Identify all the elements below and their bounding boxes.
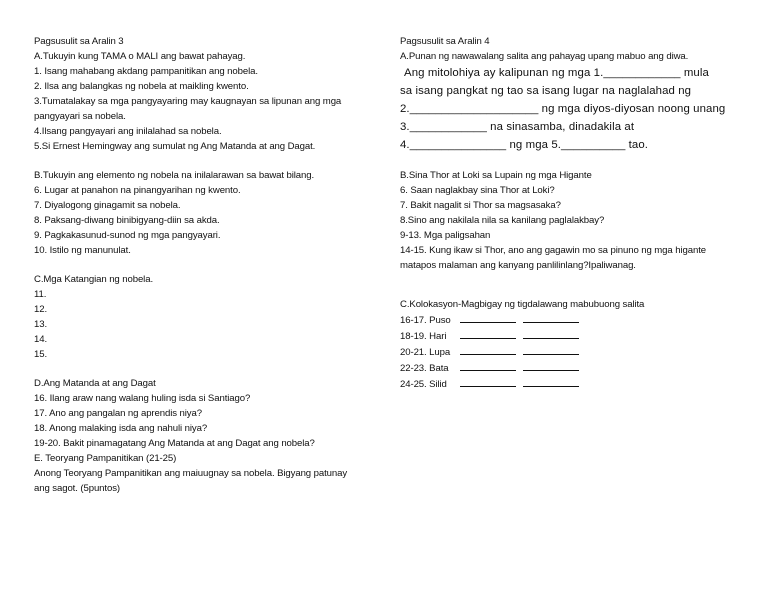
page-title-aralin-3: Pagsusulit sa Aralin 3 <box>34 36 124 47</box>
section-b-heading: B.Tukuyin ang elemento ng nobela na inilalarawan sa bawat bilang. <box>34 170 315 181</box>
question-6: 6. Saan naglakbay sina Thor at Loki? <box>400 185 555 196</box>
question-4: 4.Ilsang pangyayari ang inilalahad sa nobela. <box>34 126 222 137</box>
spacer <box>400 273 740 287</box>
kolokasyon-word: 16-17. Puso <box>400 315 451 326</box>
answer-blank <box>523 376 579 387</box>
fill-in-line-5: 4._______________ ng mga 5.__________ tao. <box>400 139 649 151</box>
spacer <box>34 154 364 168</box>
answer-blank <box>523 312 579 323</box>
fill-in-line-1: Ang mitolohiya ay kalipunan ng mga 1.____________ mula <box>404 67 709 79</box>
left-column <box>34 34 364 496</box>
question-8: 8.Sino ang nakilala nila sa kanilang paglalakbay? <box>400 215 605 226</box>
question-10: 10. Istilo ng manunulat. <box>34 245 131 256</box>
section-d-heading: D.Ang Matanda at ang Dagat <box>34 378 156 389</box>
question-1: 1. Isang mahabang akdang pampanitikan ang nobela. <box>34 66 258 77</box>
answer-blank <box>460 312 516 323</box>
answer-blank <box>523 328 579 339</box>
fill-in-line-4: 3.____________ na sinasamba, dinadakila at <box>400 121 635 133</box>
question-17: 17. Ano ang pangalan ng aprendis niya? <box>34 408 202 419</box>
answer-line-11: 11. <box>34 289 47 300</box>
spacer <box>400 154 740 168</box>
answer-blank <box>523 344 579 355</box>
answer-blank <box>460 360 516 371</box>
section-e-heading: E. Teoryang Pampanitikan (21-25) <box>34 453 177 464</box>
answer-blank <box>460 328 516 339</box>
answer-blank <box>460 344 516 355</box>
answer-line-15: 15. <box>34 349 48 360</box>
page-title-aralin-4: Pagsusulit sa Aralin 4 <box>400 36 490 47</box>
question-9-13: 9-13. Mga paligsahan <box>400 230 491 241</box>
section-c-heading: C.Kolokasyon-Magbigay ng tigdalawang mabubuong salita <box>400 299 645 310</box>
spacer <box>34 258 364 272</box>
section-a-heading: A.Punan ng nawawalang salita ang pahayag upang mabuo ang diwa. <box>400 51 689 62</box>
section-c-heading: C.Mga Katangian ng nobela. <box>34 274 154 285</box>
fill-in-line-3: 2.____________________ ng mga diyos-diyosan noong unang <box>400 103 726 115</box>
question-3: 3.Tumatalakay sa mga pangyayaring may kaugnayan sa lipunan ang mga pangyayari sa nobela. <box>34 96 342 122</box>
question-16: 16. Ilang araw nang walang huling isda si Santiago? <box>34 393 251 404</box>
question-6: 6. Lugar at panahon na pinangyarihan ng kwento. <box>34 185 241 196</box>
question-2: 2. Ilsa ang balangkas ng nobela at maikling kwento. <box>34 81 249 92</box>
answer-line-14: 14. <box>34 334 48 345</box>
kolokasyon-word: 18-19. Hari <box>400 331 447 342</box>
kolokasyon-word: 22-23. Bata <box>400 363 449 374</box>
section-a-heading: A.Tukuyin kung TAMA o MALI ang bawat pahayag. <box>34 51 246 62</box>
kolokasyon-row <box>400 344 740 360</box>
section-e-body: Anong Teoryang Pampanitikan ang maiuugnay sa nobela. Bigyang patunay ang sagot. (5puntos) <box>34 468 348 494</box>
question-7: 7. Diyalogong ginagamit sa nobela. <box>34 200 181 211</box>
question-5: 5.Si Ernest Hemingway ang sumulat ng Ang Matanda at ang Dagat. <box>34 141 316 152</box>
question-18: 18. Anong malaking isda ang nahuli niya? <box>34 423 208 434</box>
question-8: 8. Paksang-diwang binibigyang-diin sa akda. <box>34 215 220 226</box>
answer-line-12: 12. <box>34 304 48 315</box>
section-b-heading: B.Sina Thor at Loki sa Lupain ng mga Higante <box>400 170 592 181</box>
question-7: 7. Bakit nagalit si Thor sa magsasaka? <box>400 200 561 211</box>
spacer <box>34 362 364 376</box>
kolokasyon-word: 20-21. Lupa <box>400 347 451 358</box>
answer-blank <box>460 376 516 387</box>
answer-line-13: 13. <box>34 319 48 330</box>
kolokasyon-row <box>400 360 740 376</box>
kolokasyon-row <box>400 328 740 344</box>
answer-blank <box>523 360 579 371</box>
question-14-15: 14-15. Kung ikaw si Thor, ano ang gagawin mo sa pinuno ng mga higante matapos malaman ang kanyang panlilinlang?Ipaliwanag. <box>400 245 706 271</box>
question-9: 9. Pagkakasunud-sunod ng mga pangyayari. <box>34 230 221 241</box>
right-column <box>400 34 740 392</box>
fill-in-line-2: sa isang pangkat ng tao sa isang lugar na naglalahad ng <box>400 85 692 97</box>
kolokasyon-row <box>400 376 740 392</box>
question-19-20: 19-20. Bakit pinamagatang Ang Matanda at ang Dagat ang nobela? <box>34 438 315 449</box>
spacer <box>400 287 740 297</box>
kolokasyon-row <box>400 312 740 328</box>
kolokasyon-word: 24-25. Silid <box>400 379 447 390</box>
